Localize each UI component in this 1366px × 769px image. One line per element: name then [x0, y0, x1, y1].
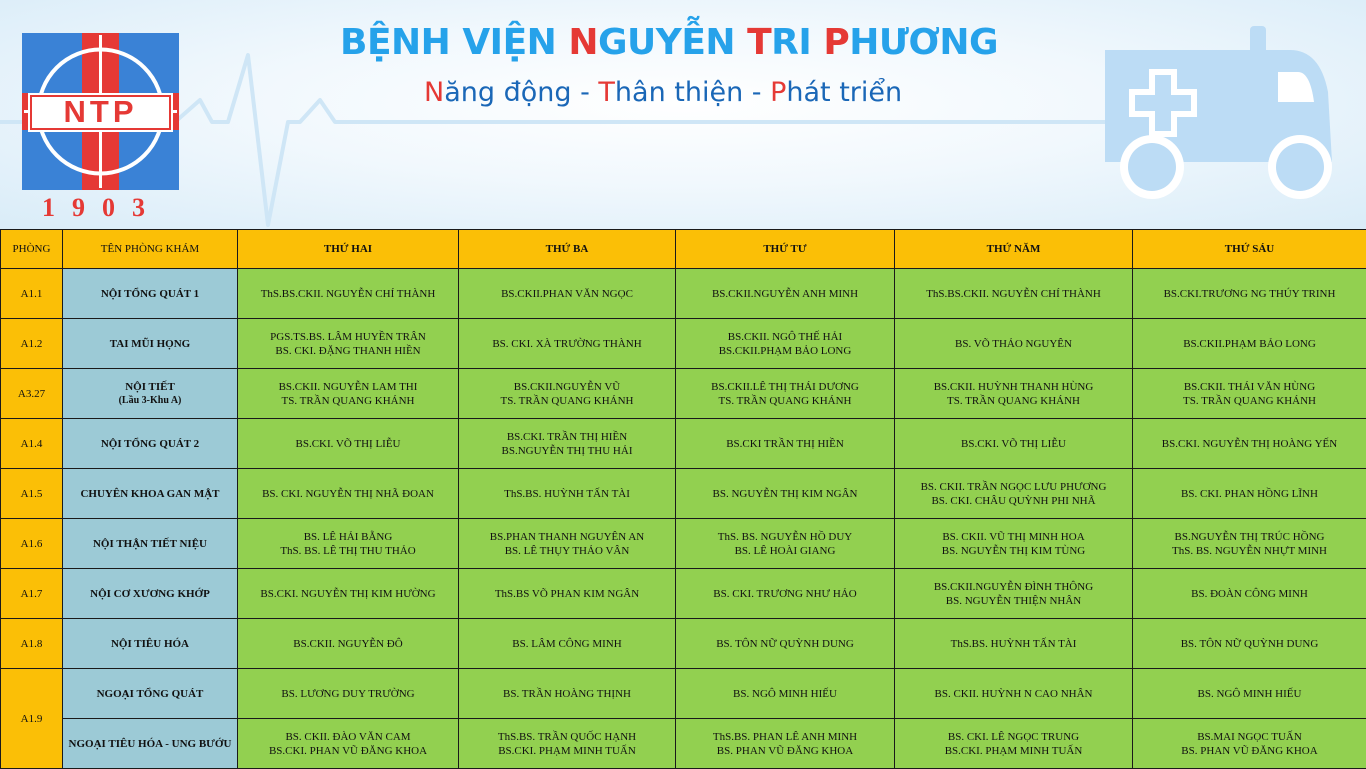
doctor-name: BS.CKII. HUỲNH THANH HÙNG: [897, 380, 1130, 394]
header-room: PHÒNG: [1, 230, 63, 269]
doctor-schedule-cell: [676, 619, 895, 669]
doctor-schedule-cell: [676, 669, 895, 719]
doctor-name: BS. NGUYỄN THỊ KIM NGÂN: [678, 487, 892, 501]
doctor-name: BS.CKII.NGUYỄN ĐÌNH THÔNG: [897, 580, 1130, 594]
doctor-name: BS.CKII. NGUYỄN LAM THI: [240, 380, 456, 394]
doctor-name: BS. NGUYỄN THỊ KIM TÙNG: [897, 544, 1130, 558]
doctor-schedule-cell: [238, 269, 459, 319]
doctor-name: BS.CKI. VÕ THỊ LIỄU: [897, 437, 1130, 451]
hospital-slogan: [424, 77, 902, 108]
doctor-schedule-cell: [895, 669, 1133, 719]
room-cell: A1.8: [1, 619, 63, 669]
doctor-schedule-cell: [238, 569, 459, 619]
doctor-name: ThS.BS.CKII. NGUYỄN CHÍ THÀNH: [897, 287, 1130, 301]
doctor-schedule-cell: [895, 519, 1133, 569]
clinic-name-line: (Lầu 3-Khu A): [65, 394, 235, 408]
table-row: [1, 619, 1366, 669]
table-row: [1, 669, 1366, 719]
clinic-name-line: NGOẠI TIÊU HÓA - UNG BƯỚU: [65, 737, 235, 751]
slogan-part: P: [770, 77, 786, 108]
doctor-name: BS.CKI. TRẦN THỊ HIỀN: [461, 430, 673, 444]
doctor-schedule-cell: [459, 619, 676, 669]
table-row: [1, 419, 1366, 469]
room-cell: A1.4: [1, 419, 63, 469]
doctor-name: BS.CKII.LÊ THỊ THÁI DƯƠNG: [678, 380, 892, 394]
doctor-name: BS. LÊ HOÀI GIANG: [678, 544, 892, 558]
logo-year: 1903: [30, 193, 174, 223]
doctor-schedule-cell: [1133, 669, 1366, 719]
clinic-name-cell: [63, 619, 238, 669]
doctor-schedule-cell: [676, 719, 895, 769]
clinic-name-line: CHUYÊN KHOA GAN MẬT: [65, 487, 235, 501]
clinic-name-line: NỘI CƠ XƯƠNG KHỚP: [65, 587, 235, 601]
doctor-name: BS.CKII. NGÔ THẾ HẢI: [678, 330, 892, 344]
doctor-schedule-cell: [895, 319, 1133, 369]
doctor-schedule-cell: [1133, 469, 1366, 519]
doctor-name: BS. CKII. TRẦN NGỌC LƯU PHƯƠNG: [897, 480, 1130, 494]
doctor-name: BS. NGÔ MINH HIẾU: [678, 687, 892, 701]
doctor-name: BS. CKI. PHAN HỒNG LĨNH: [1135, 487, 1364, 501]
logo-text: NTP: [22, 94, 179, 130]
clinic-name-cell: [63, 669, 238, 719]
doctor-schedule-cell: [1133, 269, 1366, 319]
doctor-name: BS. TÔN NỮ QUỲNH DUNG: [678, 637, 892, 651]
room-cell: A1.2: [1, 319, 63, 369]
header-monday: THỨ HAI: [238, 230, 459, 269]
doctor-name: TS. TRẦN QUANG KHÁNH: [240, 394, 456, 408]
room-cell: A1.5: [1, 469, 63, 519]
doctor-name: BS.CKII.NGUYỄN VŨ: [461, 380, 673, 394]
title-part: GUYỄN: [598, 22, 747, 63]
doctor-name: ThS. BS. NGUYỄN NHỰT MINH: [1135, 544, 1364, 558]
doctor-name: BS. TÔN NỮ QUỲNH DUNG: [1135, 637, 1364, 651]
doctor-schedule-cell: [895, 419, 1133, 469]
doctor-schedule-cell: [459, 669, 676, 719]
doctor-schedule-cell: [1133, 519, 1366, 569]
doctor-schedule-cell: [895, 369, 1133, 419]
slogan-part: hát triển: [786, 77, 902, 108]
doctor-name: BS.CKII. NGUYỄN ĐÔ: [240, 637, 456, 651]
title-part: P: [823, 22, 849, 63]
clinic-name-line: NGOẠI TỔNG QUÁT: [65, 687, 235, 701]
doctor-name: BS. CKI. TRƯƠNG NHƯ HẢO: [678, 587, 892, 601]
ambulance-icon: [1100, 22, 1335, 202]
slogan-part: N: [424, 77, 444, 108]
slogan-part: T: [598, 77, 615, 108]
room-cell: A1.1: [1, 269, 63, 319]
banner: [0, 0, 1366, 229]
doctor-schedule-cell: [459, 369, 676, 419]
doctor-name: BS. LÊ HẢI BẰNG: [240, 530, 456, 544]
doctor-name: BS.CKI. VÕ THỊ LIỄU: [240, 437, 456, 451]
hospital-logo: [22, 33, 179, 190]
doctor-name: BS. PHAN VŨ ĐĂNG KHOA: [1135, 744, 1364, 758]
doctor-name: BS. TRẦN HOÀNG THỊNH: [461, 687, 673, 701]
doctor-schedule-cell: [459, 719, 676, 769]
doctor-schedule-cell: [895, 569, 1133, 619]
doctor-name: BS.CKI. PHẠM MINH TUẤN: [897, 744, 1130, 758]
doctor-name: BS. CKI. LÊ NGỌC TRUNG: [897, 730, 1130, 744]
doctor-name: BS. PHAN VŨ ĐĂNG KHOA: [678, 744, 892, 758]
doctor-name: BS.CKII.PHẠM BẢO LONG: [678, 344, 892, 358]
doctor-name: ThS.BS.CKII. NGUYỄN CHÍ THÀNH: [240, 287, 456, 301]
room-cell: A1.6: [1, 519, 63, 569]
title-part: RI: [771, 22, 823, 63]
table-row: [1, 319, 1366, 369]
doctor-schedule-cell: [895, 619, 1133, 669]
table-row: [1, 519, 1366, 569]
doctor-name: BS. LÂM CÔNG MINH: [461, 637, 673, 651]
doctor-name: BS. NGÔ MINH HIẾU: [1135, 687, 1364, 701]
doctor-name: BS.CKI. PHAN VŨ ĐĂNG KHOA: [240, 744, 456, 758]
clinic-name-line: NỘI TỔNG QUÁT 1: [65, 287, 235, 301]
doctor-schedule-cell: [238, 469, 459, 519]
clinic-name-line: TAI MŨI HỌNG: [65, 337, 235, 351]
doctor-schedule-cell: [676, 269, 895, 319]
doctor-name: BS. CKI. XÀ TRƯỜNG THÀNH: [461, 337, 673, 351]
doctor-name: TS. TRẦN QUANG KHÁNH: [1135, 394, 1364, 408]
doctor-schedule-cell: [238, 669, 459, 719]
room-cell: A3.27: [1, 369, 63, 419]
room-cell: A1.9: [1, 669, 63, 769]
title-part: HƯƠNG: [849, 22, 998, 63]
doctor-schedule-cell: [676, 319, 895, 369]
doctor-name: BS.CKII.PHẠM BẢO LONG: [1135, 337, 1364, 351]
clinic-name-cell: [63, 519, 238, 569]
clinic-name-line: NỘI TỔNG QUÁT 2: [65, 437, 235, 451]
doctor-name: TS. TRẦN QUANG KHÁNH: [678, 394, 892, 408]
doctor-schedule-cell: [459, 419, 676, 469]
doctor-name: BS.CKI. PHẠM MINH TUẤN: [461, 744, 673, 758]
table-header-row: [1, 230, 1366, 269]
slogan-part: hân thiện -: [615, 77, 770, 108]
doctor-name: BS.MAI NGỌC TUẤN: [1135, 730, 1364, 744]
doctor-schedule-cell: [676, 419, 895, 469]
doctor-schedule-cell: [1133, 719, 1366, 769]
table-row: [1, 719, 1366, 769]
doctor-name: BS. NGUYỄN THIỆN NHÂN: [897, 594, 1130, 608]
doctor-schedule-cell: [895, 269, 1133, 319]
header-thursday: THỨ NĂM: [895, 230, 1133, 269]
doctor-schedule-cell: [895, 469, 1133, 519]
clinic-name-line: NỘI TIẾT: [65, 380, 235, 394]
header-tuesday: THỨ BA: [459, 230, 676, 269]
title-part: N: [568, 22, 598, 63]
doctor-name: TS. TRẦN QUANG KHÁNH: [897, 394, 1130, 408]
doctor-schedule-cell: [238, 719, 459, 769]
doctor-schedule-cell: [238, 319, 459, 369]
doctor-name: BS. CKI. CHÂU QUỲNH PHI NHÃ: [897, 494, 1130, 508]
header-wednesday: THỨ TƯ: [676, 230, 895, 269]
doctor-schedule-cell: [459, 469, 676, 519]
clinic-name-cell: [63, 319, 238, 369]
title-part: BỆNH VIỆN: [340, 22, 568, 63]
doctor-schedule-cell: [676, 469, 895, 519]
doctor-schedule-cell: [238, 619, 459, 669]
header-clinic: TÊN PHÒNG KHÁM: [63, 230, 238, 269]
table-row: [1, 269, 1366, 319]
doctor-name: ThS.BS. HUỲNH TẤN TÀI: [461, 487, 673, 501]
doctor-schedule-cell: [1133, 369, 1366, 419]
doctor-name: BS.NGUYỄN THỊ TRÚC HỒNG: [1135, 530, 1364, 544]
doctor-schedule-cell: [1133, 319, 1366, 369]
doctor-name: TS. TRẦN QUANG KHÁNH: [461, 394, 673, 408]
doctor-name: PGS.TS.BS. LÂM HUYỀN TRÂN: [240, 330, 456, 344]
clinic-name-cell: [63, 369, 238, 419]
doctor-name: BS. VÕ THẢO NGUYÊN: [897, 337, 1130, 351]
doctor-name: BS. ĐOÀN CÔNG MINH: [1135, 587, 1364, 601]
doctor-name: BS.CKI TRẦN THỊ HIỀN: [678, 437, 892, 451]
clinic-name-line: NỘI THẬN TIẾT NIỆU: [65, 537, 235, 551]
doctor-name: BS. CKI. ĐẶNG THANH HIỀN: [240, 344, 456, 358]
doctor-name: BS.PHAN THANH NGUYÊN AN: [461, 530, 673, 544]
doctor-schedule-cell: [459, 319, 676, 369]
doctor-name: BS.CKII.PHAN VĂN NGỌC: [461, 287, 673, 301]
doctor-name: BS.CKI. NGUYỄN THỊ HOÀNG YẾN: [1135, 437, 1364, 451]
clinic-schedule-table: [0, 229, 1366, 769]
doctor-schedule-cell: [459, 519, 676, 569]
table-row: [1, 469, 1366, 519]
doctor-schedule-cell: [676, 369, 895, 419]
doctor-name: BS. CKII. ĐÀO VĂN CAM: [240, 730, 456, 744]
clinic-name-cell: [63, 269, 238, 319]
doctor-schedule-cell: [459, 269, 676, 319]
doctor-schedule-cell: [895, 719, 1133, 769]
slogan-part: ăng động -: [444, 77, 598, 108]
doctor-name: ThS. BS. LÊ THỊ THU THẢO: [240, 544, 456, 558]
doctor-schedule-cell: [459, 569, 676, 619]
doctor-name: BS.NGUYỄN THỊ THU HẢI: [461, 444, 673, 458]
doctor-name: BS. LÊ THỤY THẢO VÂN: [461, 544, 673, 558]
doctor-name: ThS.BS VÕ PHAN KIM NGÂN: [461, 587, 673, 601]
doctor-name: ThS.BS. TRẦN QUỐC HẠNH: [461, 730, 673, 744]
doctor-schedule-cell: [238, 369, 459, 419]
table-row: [1, 369, 1366, 419]
header-friday: THỨ SÁU: [1133, 230, 1366, 269]
doctor-name: BS. LƯƠNG DUY TRƯỜNG: [240, 687, 456, 701]
doctor-name: ThS.BS. PHAN LÊ ANH MINH: [678, 730, 892, 744]
doctor-schedule-cell: [1133, 569, 1366, 619]
doctor-name: BS.CKII. THÁI VĂN HÙNG: [1135, 380, 1364, 394]
doctor-schedule-cell: [1133, 619, 1366, 669]
doctor-name: BS.CKI. NGUYỄN THỊ KIM HƯỜNG: [240, 587, 456, 601]
doctor-name: BS.CKII.NGUYỄN ANH MINH: [678, 287, 892, 301]
clinic-name-cell: [63, 719, 238, 769]
clinic-name-cell: [63, 569, 238, 619]
doctor-name: BS. CKII. HUỲNH N CAO NHÂN: [897, 687, 1130, 701]
doctor-schedule-cell: [1133, 419, 1366, 469]
doctor-name: BS. CKI. NGUYỄN THỊ NHÃ ĐOAN: [240, 487, 456, 501]
doctor-name: ThS. BS. NGUYỄN HỒ DUY: [678, 530, 892, 544]
table-row: [1, 569, 1366, 619]
clinic-name-cell: [63, 469, 238, 519]
clinic-name-cell: [63, 419, 238, 469]
title-part: T: [747, 22, 771, 63]
doctor-schedule-cell: [676, 519, 895, 569]
doctor-name: ThS.BS. HUỲNH TẤN TÀI: [897, 637, 1130, 651]
doctor-name: BS.CKI.TRƯƠNG NG THÚY TRINH: [1135, 287, 1364, 301]
hospital-name: [340, 22, 1010, 63]
room-cell: A1.7: [1, 569, 63, 619]
doctor-schedule-cell: [676, 569, 895, 619]
clinic-name-line: NỘI TIÊU HÓA: [65, 637, 235, 651]
doctor-schedule-cell: [238, 419, 459, 469]
doctor-name: BS. CKII. VŨ THỊ MINH HOA: [897, 530, 1130, 544]
doctor-schedule-cell: [238, 519, 459, 569]
